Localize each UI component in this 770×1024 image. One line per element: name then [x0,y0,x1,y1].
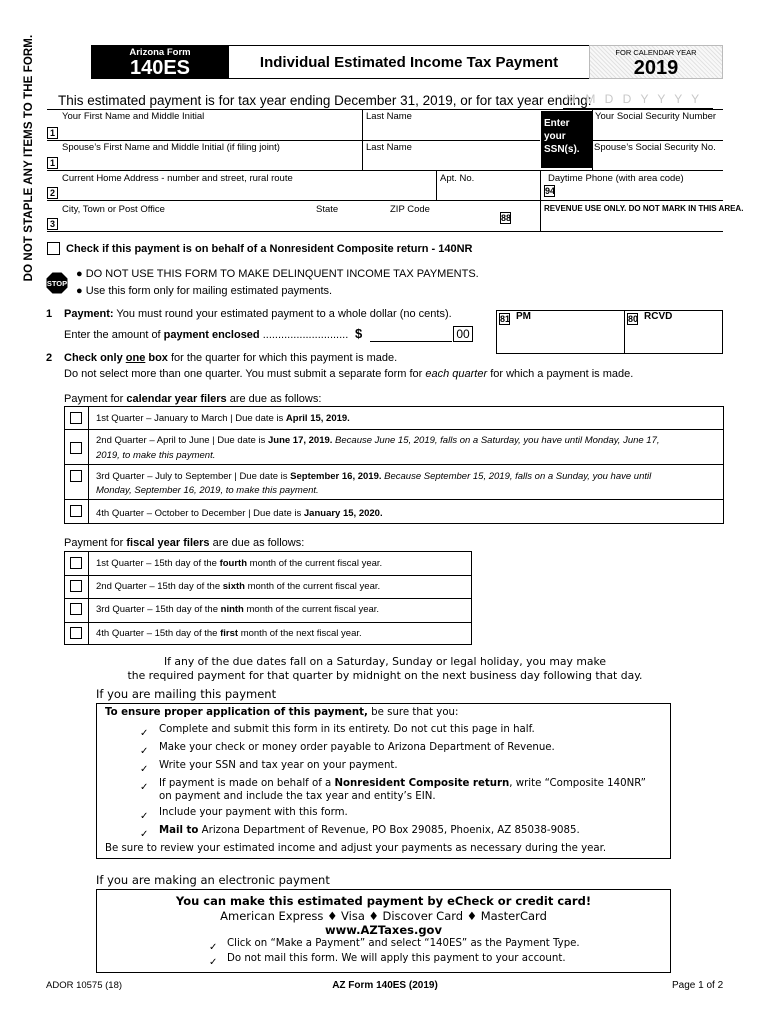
f2-a: 2nd Quarter – 15th day of the [96,581,223,592]
rule [64,598,472,599]
cal-h-c: are due as follows: [226,393,322,405]
f4-b: first [220,628,239,639]
spouse-last-name-label: Last Name [366,142,412,153]
check-icon: ✓ [209,957,218,968]
box-94: 94 [545,186,556,196]
spouse-ssn-label: Spouse’s Social Security No. [594,142,716,153]
q3-c: Because September 15, 2019, falls on a Sunday, you have until [381,471,652,482]
q3-calendar-label-2: Monday, September 16, 2019, to make this payment. [96,485,319,496]
q3-fiscal-checkbox[interactable] [70,603,82,615]
q2-fiscal-checkbox[interactable] [70,580,82,592]
last-name-input[interactable] [366,122,538,139]
rule [47,200,723,201]
q4-fiscal-label [96,628,362,639]
apt-label: Apt. No. [440,173,475,184]
mailing-item-composite-2: on payment and include the tax year and entity’s EIN. [159,791,436,802]
check-icon: ✓ [140,728,149,739]
spouse-last-name-input[interactable] [366,153,538,169]
nonresident-composite-checkbox[interactable] [47,242,60,255]
mailing-intro [105,707,458,718]
mailing-heading: If you are mailing this payment [96,687,277,701]
qi-c: box [145,352,168,364]
mailing-footer: Be sure to review your estimated income and adjust your payments as necessary during the year. [105,843,607,854]
rule [64,464,724,465]
qi-a: Check only [64,352,126,364]
enter-ssn-note [541,111,592,168]
tax-year: 2019 [633,57,679,79]
check-icon: ✓ [140,829,149,840]
rule [64,499,724,500]
stop-sign-icon [46,272,68,294]
q3-a: 3rd Quarter – July to September | Due date is [96,471,291,482]
rule [47,140,540,141]
q3-calendar-checkbox[interactable] [70,470,82,482]
city-label: City, Town or Post Office [62,204,165,215]
stop-bullet-2: ● Use this form only for mailing estimated payments. [76,285,333,297]
side-notice: DO NOT STAPLE ANY ITEMS TO THE FORM. [23,34,35,282]
payment-line-number: 1 [46,308,53,320]
rule [47,170,723,171]
state-label: State [316,204,339,215]
mailing-item-composite [159,778,646,789]
electronic-heading: If you are making an electronic payment [96,873,330,887]
phone-input[interactable] [560,184,720,199]
q2-b: June 17, 2019. [267,435,333,446]
q2-calendar-label-2: 2019, to make this payment. [96,450,216,461]
line-number-3: 3 [47,218,58,230]
q4-calendar-label [96,508,383,519]
footer-form-name: AZ Form 140ES (2019) [332,980,438,991]
stop-bullet-2-text: Use this form only for mailing estimated payments. [85,285,333,297]
rule [362,109,363,170]
box-88: 88 [501,213,512,223]
card-types: American Express ♦ Visa ♦ Discover Card ♦ MasterCard [220,909,547,923]
payment-enclosed-line [64,329,348,341]
first-name-label: Your First Name and Middle Initial [62,111,205,122]
mailing-item-mail [159,825,580,836]
mailing-item-1: Complete and submit this form in its entirety. Do not cut this page in half. [159,724,535,735]
fis-h-a: Payment for [64,537,127,549]
rule [540,170,541,231]
spouse-ssn-input[interactable] [595,153,721,169]
q1-fiscal-checkbox[interactable] [70,557,82,569]
q2-calendar-checkbox[interactable] [70,442,82,454]
check-icon: ✓ [140,764,149,775]
f2-c: month of the current fiscal year. [244,581,381,592]
pm-label: PM [516,311,531,322]
electronic-item-2: Do not mail this form. We will apply this payment to your account. [227,953,566,964]
check-icon: ✓ [209,942,218,953]
f1-c: month of the current fiscal year. [247,558,383,569]
tax-year-end-input[interactable]: M M D D Y Y Y Y [566,92,703,106]
mailing-item-3: Write your SSN and tax year on your payment. [159,760,398,771]
apt-input[interactable] [440,184,538,199]
spouse-first-name-input[interactable] [62,153,360,169]
rule [88,406,89,524]
payment-instruction [64,308,452,320]
payment-cents: 00 [453,326,473,342]
nonresident-composite-label: Check if this payment is on behalf of a Nonresident Composite return - 140NR [66,243,473,255]
zip-input[interactable] [390,215,496,230]
fis-h-c: are due as follows: [209,537,305,549]
holiday-note [40,655,730,683]
line-number-1b: 1 [47,157,58,169]
f1-a: 1st Quarter – 15th day of the [96,558,220,569]
f2-b: sixth [222,581,245,592]
fiscal-heading [64,537,304,549]
qi-d: for the quarter for which this payment is made. [167,352,398,364]
q4-a: 4th Quarter – October to December [96,508,249,519]
city-input[interactable] [62,215,312,230]
q4-b: January 15, 2020. [303,508,383,519]
q1-calendar-label [96,413,350,424]
footer-page-number: Page 1 of 2 [672,980,724,991]
qi-b: one [125,352,146,364]
rule [47,109,723,110]
quarter-instruction-2 [64,368,633,380]
form-title: Individual Estimated Income Tax Payment [229,45,589,79]
rule [592,140,723,141]
mailing-intro-rest: be sure that you: [367,707,459,718]
rule [436,170,437,200]
q4-fiscal-checkbox[interactable] [70,627,82,639]
form-number: 140ES [129,57,191,79]
state-form-label: Arizona Form [129,47,191,58]
mailing-item-include: Include your payment with this form. [159,807,348,818]
enter-ssn-text: SSN(s). [544,144,580,155]
q2-fiscal-label [96,581,380,592]
q4-calendar-checkbox[interactable] [70,505,82,517]
form-badge [91,45,229,79]
qi2-b: each quarter [425,368,488,380]
cal-h-a: Payment for [64,393,127,405]
f3-c: month of the current fiscal year. [243,604,380,615]
q3-fiscal-label [96,604,379,615]
mail-to-bold: Mail to [159,825,199,836]
revenue-use-notice: REVENUE USE ONLY. DO NOT MARK IN THIS AREA. [544,204,744,213]
electronic-item-1: Click on “Make a Payment” and select “140ES” as the Payment Type. [227,938,580,949]
rule [624,310,625,354]
tax-year-line: This estimated payment is for tax year ending December 31, 2019, or for tax year ending: [58,93,592,108]
calendar-year-label: FOR CALENDAR YEAR [615,48,697,57]
line-number-1: 1 [47,127,58,139]
box-81: 81 [500,314,511,324]
year-box [589,45,723,79]
holiday-note-1: If any of the due dates fall on a Saturday, Sunday or legal holiday, you may make [163,655,607,668]
stop-bullet-1-text: DO NOT USE THIS FORM TO MAKE DELINQUENT INCOME TAX PAYMENTS. [85,268,479,280]
q1-b: April 15, 2019. [285,413,350,424]
dollar-sign: $ [355,326,363,341]
q2-a: 2nd Quarter – April to June | Due date is [96,435,268,446]
f4-a: 4th Quarter – 15th day of the [96,628,221,639]
first-name-input[interactable] [62,122,360,139]
composite-b: Nonresident Composite return [334,778,510,789]
stop-sign-text: STOP [46,279,68,288]
q1-fiscal-label [96,558,382,569]
calendar-heading [64,393,321,405]
spouse-first-name-label: Spouse’s First Name and Middle Initial (if filing joint) [62,142,280,153]
rule [88,551,89,645]
rule [64,622,472,623]
q1-a: 1st Quarter – January to March | Due date is [96,413,286,424]
fis-h-b: fiscal year filers [126,537,210,549]
rule [592,109,593,170]
q2-calendar-label [96,435,660,446]
ssn-label: Your Social Security Number [595,111,717,122]
check-icon: ✓ [140,782,149,793]
electronic-title: You can make this estimated payment by eCheck or credit card! [175,894,592,908]
address-input[interactable] [62,184,434,199]
state-input[interactable] [316,215,386,230]
q4-mid: | Due date is [248,508,304,519]
aztaxes-link[interactable]: www.AZTaxes.gov [325,923,442,937]
rule [64,575,472,576]
quarter-line-number: 2 [46,352,53,364]
qi2-a: Do not select more than one quarter. You must submit a separate form for [64,368,426,380]
mailing-intro-bold: To ensure proper application of this payment, [105,707,368,718]
payment-amount-input[interactable] [370,326,452,342]
check-icon: ✓ [140,746,149,757]
f3-b: ninth [220,604,244,615]
mailing-item-2: Make your check or money order payable to Arizona Department of Revenue. [159,742,555,753]
holiday-note-2: the required payment for that quarter by midnight on the next business day following that day. [127,669,643,682]
mail-to-rest: Arizona Department of Revenue, PO Box 29085, Phoenix, AZ 85038-9085. [198,825,580,836]
ssn-input[interactable] [595,122,721,139]
rcvd-label: RCVD [644,311,673,322]
enter-amount-dots: ............................ [259,329,349,341]
rule [47,231,723,232]
enter-amount-bold: payment enclosed [163,329,260,341]
box-80: 80 [628,314,639,324]
q2-c: Because June 15, 2019, falls on a Saturday, you have until Monday, June 17, [332,435,660,446]
zip-label: ZIP Code [390,204,430,215]
f3-a: 3rd Quarter – 15th day of the [96,604,221,615]
phone-label: Daytime Phone (with area code) [548,173,684,184]
enter-ssn-text: Enter [544,118,570,129]
q3-b: September 16, 2019. [290,471,382,482]
f4-c: month of the next fiscal year. [238,628,362,639]
address-label: Current Home Address - number and street, rural route [62,173,293,184]
q1-calendar-checkbox[interactable] [70,412,82,424]
cal-h-b: calendar year filers [126,393,227,405]
payment-label-rest: You must round your estimated payment to a whole dollar (no cents). [116,308,452,320]
last-name-label: Last Name [366,111,412,122]
enter-ssn-text: your [544,131,566,142]
quarter-instruction-1 [64,352,397,364]
q3-calendar-label [96,471,651,482]
payment-label: Payment: [64,308,114,320]
composite-a: If payment is made on behalf of a [159,778,335,789]
check-icon: ✓ [140,811,149,822]
line-number-2: 2 [47,187,58,199]
qi2-c: for which a payment is made. [487,368,634,380]
rule [64,429,724,430]
composite-c: , write “Composite 140NR” [509,778,646,789]
footer-form-code: ADOR 10575 (18) [46,980,123,991]
stop-bullet-1: ● DO NOT USE THIS FORM TO MAKE DELINQUENT INCOME TAX PAYMENTS. [76,268,479,280]
f1-b: fourth [219,558,248,569]
enter-amount-prefix: Enter the amount of [64,329,164,341]
